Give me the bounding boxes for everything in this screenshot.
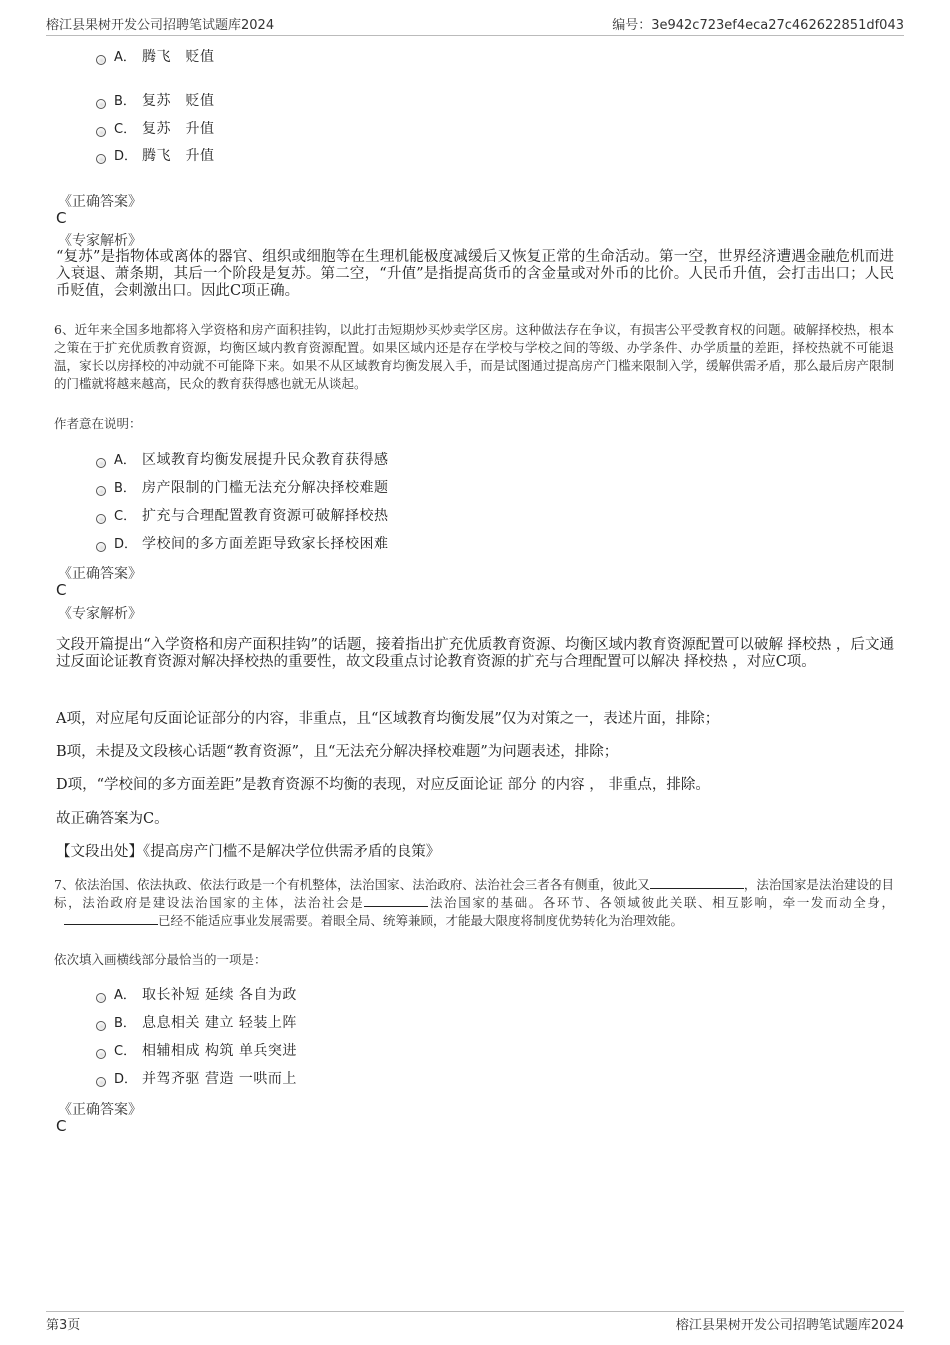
- q6-option-b[interactable]: B． 房产限制的门槛无法充分解决择校难题: [96, 478, 389, 498]
- page-header: [46, 14, 904, 34]
- radio-icon[interactable]: [96, 486, 106, 496]
- q5-answer-label: 《正确答案》: [58, 194, 142, 210]
- q6-option-d[interactable]: D． 学校间的多方面差距导致家长择校困难: [96, 534, 389, 554]
- header-doc-id: 编号：3e942c723ef4eca27c462622851df043: [612, 18, 904, 33]
- radio-icon[interactable]: [96, 514, 106, 524]
- q7-answer-label: 《正确答案》: [58, 1102, 142, 1118]
- radio-icon[interactable]: [96, 99, 106, 109]
- q5-analysis: “复苏”是指物体或离体的器官、组织或细胞等在生理机能极度减缓后又恢复正常的生命活动。第一空，世界经济遭遇金融危机而进入衰退、萧条期，其后一个阶段是复苏。第二空，“升值”是指提高货币的含金量或对外币的比价。人民币升值，会打击出口；人民币贬值，会刺激出口。因此C项正确。: [56, 249, 894, 299]
- q5-analysis-label: 《专家解析》: [58, 233, 142, 249]
- q6-answer: C: [56, 581, 67, 599]
- q6-source: 【文段出处】《提高房产门槛不是解决学位供需矛盾的良策》: [56, 844, 441, 860]
- q7-option-d[interactable]: D． 并驾齐驱 营造 一哄而上: [96, 1069, 297, 1089]
- q6-option-a[interactable]: A． 区域教育均衡发展提升民众教育获得感: [96, 450, 389, 470]
- radio-icon[interactable]: [96, 458, 106, 468]
- q7-answer: C: [56, 1117, 67, 1135]
- q6-option-c[interactable]: C． 扩充与合理配置教育资源可破解择校热: [96, 506, 389, 526]
- q6-analysis: 文段开篇提出“入学资格和房产面积挂钩”的话题，接着指出扩充优质教育资源、均衡区域内教育资源配置可以破解 择校热 ，后文通过反面论证教育资源对解决择校热的重要性，故文段重点讨论教育资源的扩充与合理配置可以解决 择校热 ，对应C项。: [56, 637, 894, 670]
- q6-analysis-d: D项，“学校间的多方面差距”是教育资源不均衡的表现，对应反面论证 部分 的内容 ， 非重点，排除。: [56, 777, 710, 793]
- q6-question: 作者意在说明：: [54, 416, 142, 431]
- header-title: 榕江县果树开发公司招聘笔试题库2024: [46, 18, 275, 33]
- footer-divider: [46, 1311, 904, 1312]
- radio-icon[interactable]: [96, 55, 106, 65]
- q6-analysis-b: B项，未提及文段核心话题“教育资源”，且“无法充分解决择校难题”为问题表述，排除；: [56, 744, 619, 760]
- page-number: 第3页: [46, 1318, 81, 1333]
- q7-option-a[interactable]: A． 取长补短 延续 各自为政: [96, 985, 297, 1005]
- q6-conclusion: 故正确答案为C。: [56, 811, 169, 827]
- q7-option-c[interactable]: C． 相辅相成 构筑 单兵突进: [96, 1041, 297, 1061]
- q5-option-b[interactable]: B． 复苏 贬值: [96, 91, 215, 111]
- q5-answer: C: [56, 209, 67, 227]
- header-divider: [46, 35, 904, 36]
- q7-stem: 7、依法治国、依法执政、依法行政是一个有机整体，法治国家、法治政府、法治社会三者各有侧重，彼此又 ，法治国家是法治建设的目标，法治政府是建设法治国家的主体，法治社会是 法治国家的基础。各环节、各领域彼此关联、相互影响，牵一发而动全身，已经不能适应事业发展需要。着眼全局、统筹兼顾，才能最大限度将制度优势转化为治理效能。: [54, 877, 894, 928]
- q6-analysis-label: 《专家解析》: [58, 606, 142, 622]
- q5-option-a[interactable]: A． 腾飞 贬值: [96, 47, 215, 67]
- footer-title: 榕江县果树开发公司招聘笔试题库2024: [675, 1318, 904, 1333]
- q6-stem: 6、近年来全国多地都将入学资格和房产面积挂钩，以此打击短期炒买炒卖学区房。这种做法存在争议，有损害公平受教育权的问题。破解择校热，根本之策在于扩充优质教育资源，均衡区域内教育资源配置。如果区域内还是存在学校与学校之间的等级、办学条件、办学质量的差距，择校热就不可能退温，家长以房择校的冲动就不可能降下来。如果不从区域教育均衡发展入手，而是试图通过提高房产门槛来限制入学，缓解供需矛盾，那么最后房产限制的门槛就将越来越高，民众的教育获得感也就无从谈起。: [54, 322, 894, 391]
- q6-answer-label: 《正确答案》: [58, 566, 142, 582]
- q6-analysis-a: A项，对应尾句反面论证部分的内容，非重点，且“区域教育均衡发展”仅为对策之一，表述片面，排除；: [56, 711, 720, 727]
- radio-icon[interactable]: [96, 993, 106, 1003]
- q5-option-d[interactable]: D． 腾飞 升值: [96, 146, 215, 166]
- radio-icon[interactable]: [96, 127, 106, 137]
- radio-icon[interactable]: [96, 1049, 106, 1059]
- q5-option-c[interactable]: C． 复苏 升值: [96, 119, 215, 139]
- q7-blank-3: [64, 912, 158, 925]
- radio-icon[interactable]: [96, 542, 106, 552]
- radio-icon[interactable]: [96, 1021, 106, 1031]
- q7-blank-2: [364, 894, 428, 907]
- q7-blank-1: [650, 876, 744, 889]
- radio-icon[interactable]: [96, 154, 106, 164]
- page-footer: [46, 1314, 904, 1334]
- q7-option-b[interactable]: B． 息息相关 建立 轻装上阵: [96, 1013, 297, 1033]
- radio-icon[interactable]: [96, 1077, 106, 1087]
- q7-question: 依次填入画横线部分最恰当的一项是：: [54, 952, 267, 967]
